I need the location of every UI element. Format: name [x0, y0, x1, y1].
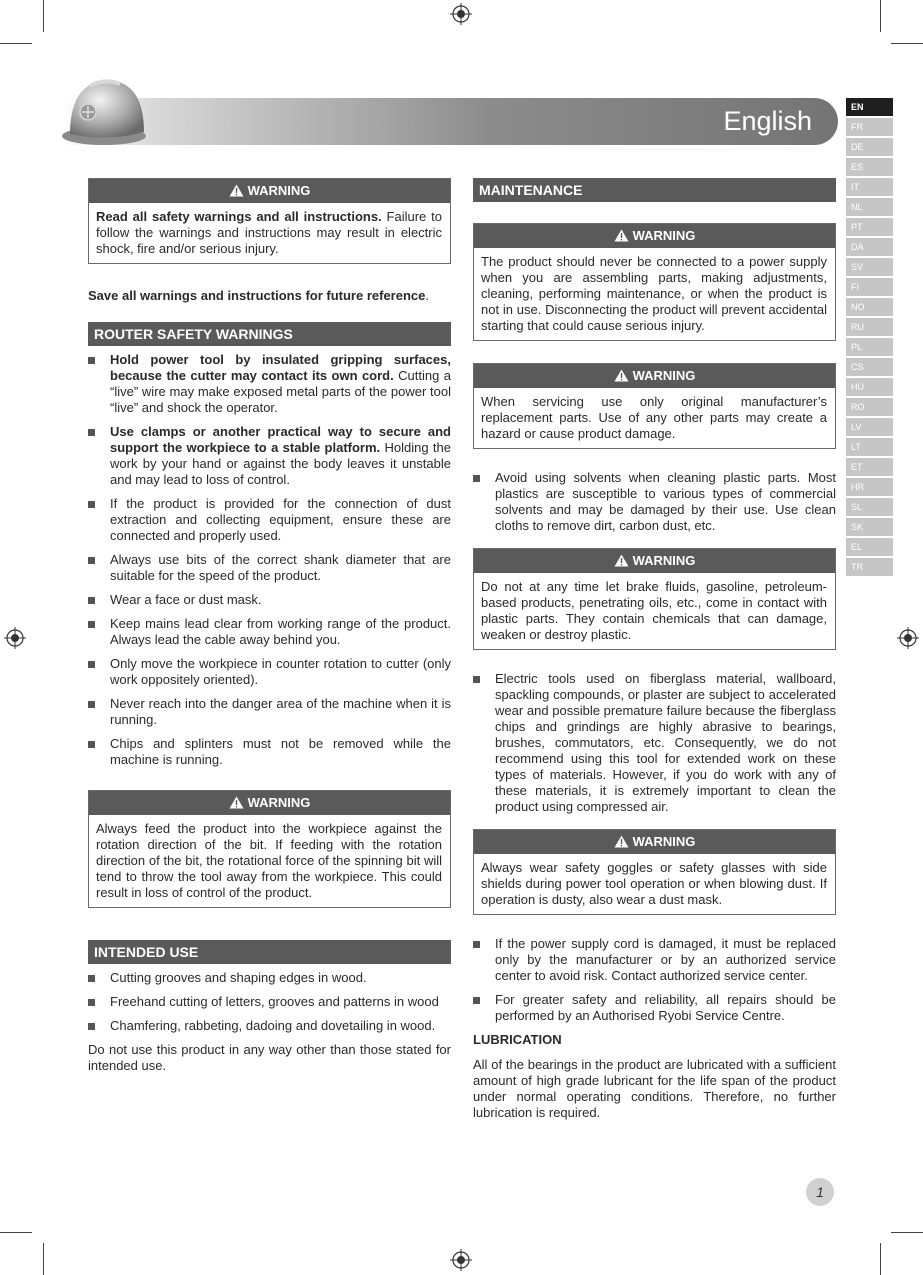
- bullet-icon: [88, 557, 95, 564]
- list-item-text: If the power supply cord is damaged, it must be replaced only by the manufacturer or by an authorized service center to avoid risk. Contact authorized service center.: [495, 936, 836, 983]
- bullet-icon: [88, 701, 95, 708]
- section-heading-router: ROUTER SAFETY WARNINGS: [88, 322, 451, 346]
- language-tab-no[interactable]: NO: [846, 298, 893, 316]
- list-item-text: Keep mains lead clear from working range of the product. Always lead the cable away behind you.: [110, 616, 451, 647]
- language-tab-fi[interactable]: FI: [846, 278, 893, 296]
- list-item: [473, 936, 836, 984]
- language-tab-ro[interactable]: RO: [846, 398, 893, 416]
- language-tab-sv[interactable]: SV: [846, 258, 893, 276]
- warning-header: [89, 791, 450, 815]
- list-item-text: Only move the workpiece in counter rotation to cutter (only work oppositely oriented).: [110, 656, 451, 687]
- list-item-text: Chamfering, rabbeting, dadoing and dovetailing in wood.: [110, 1018, 436, 1033]
- bullet-icon: [473, 676, 480, 683]
- warning-header: [474, 224, 835, 248]
- language-tab-es[interactable]: ES: [846, 158, 893, 176]
- save-note-period: .: [425, 288, 429, 303]
- router-warnings-list: [88, 352, 451, 768]
- bullet-icon: [88, 741, 95, 748]
- list-item-bold-text: Hold power tool by insulated gripping surfaces, because the cutter may contact its own cord.: [110, 352, 451, 383]
- list-item: [88, 352, 451, 416]
- language-tabs: [846, 98, 893, 578]
- left-column: [88, 178, 451, 1074]
- language-tab-cs[interactable]: CS: [846, 358, 893, 376]
- bullet-icon: [88, 357, 95, 364]
- crop-mark: [891, 1232, 923, 1233]
- list-item: [473, 671, 836, 815]
- list-item-text: Holding the work by your hand or against the body leaves it unstable and may lead to loss of control.: [110, 440, 451, 487]
- warning-triangle-icon: [614, 554, 629, 567]
- fiberglass-list: [473, 671, 836, 815]
- warning-triangle-icon: [229, 184, 244, 197]
- list-item-text: Electric tools used on fiberglass material, wallboard, spackling compounds, or plaster are subject to accelerated wear and possible premature failure because the fiberglass chips and grindings are highly abrasive to bearings, brushes, commutators, etc. Consequently, we do not recommend using this tool for extended work on these types of materials. However, if you do work with any of these materials, it is extremely important to clean the product using compressed air.: [495, 671, 836, 814]
- bullet-icon: [88, 661, 95, 668]
- page-number: 1: [806, 1178, 834, 1206]
- crop-mark: [43, 0, 44, 32]
- warning-label: WARNING: [632, 368, 696, 383]
- registration-mark-icon: [4, 627, 26, 649]
- warning-text: When servicing use only original manufacturer’s replacement parts. Use of any other parts may create a hazard or cause product damage.: [481, 394, 827, 441]
- list-item-bold-text: Use clamps or another practical way to secure and support the workpiece to a stable platform.: [110, 424, 451, 455]
- warning-box: [473, 363, 836, 449]
- list-item: [88, 736, 451, 768]
- warning-box: [88, 790, 451, 908]
- warning-text: Do not at any time let brake fluids, gasoline, petroleum-based products, penetrating oils, etc., come in contact with plastic parts. They contain chemicals that can damage, weaken or destroy plastic.: [481, 579, 827, 642]
- intended-use-list: [88, 970, 451, 1034]
- language-tab-hu[interactable]: HU: [846, 378, 893, 396]
- bullet-icon: [88, 621, 95, 628]
- warning-box: [88, 178, 451, 264]
- warning-label: WARNING: [247, 183, 311, 198]
- warning-header: [474, 830, 835, 854]
- warning-triangle-icon: [229, 796, 244, 809]
- crop-mark: [891, 43, 923, 44]
- language-tab-de[interactable]: DE: [846, 138, 893, 156]
- lubrication-heading: LUBRICATION: [473, 1032, 562, 1047]
- language-tab-en[interactable]: EN: [846, 98, 893, 116]
- page-title: English: [723, 106, 812, 136]
- warning-label: WARNING: [632, 834, 696, 849]
- list-item-text: For greater safety and reliability, all repairs should be performed by an Authorised Ryobi Service Centre.: [495, 992, 836, 1023]
- language-tab-sl[interactable]: SL: [846, 498, 893, 516]
- list-item-text: Freehand cutting of letters, grooves and patterns in wood: [110, 994, 439, 1009]
- list-item-text: Cutting a “live” wire may make exposed metal parts of the power tool “live” and shock the operator.: [110, 368, 451, 415]
- list-item-text: Chips and splinters must not be removed while the machine is running.: [110, 736, 451, 767]
- bullet-icon: [88, 429, 95, 436]
- language-tab-pt[interactable]: PT: [846, 218, 893, 236]
- warning-label: WARNING: [247, 795, 311, 810]
- warning-label: WARNING: [632, 228, 696, 243]
- warning-header: [89, 179, 450, 203]
- warning-body-text: Failure to follow the warnings and instructions may result in electric shock, fire and/or serious injury.: [96, 209, 442, 256]
- safety-helmet-icon: [60, 74, 152, 148]
- list-item: [88, 592, 451, 608]
- list-item-text: Cutting grooves and shaping edges in wood.: [110, 970, 367, 985]
- save-note-text: Save all warnings and instructions for future reference: [88, 288, 426, 303]
- warning-triangle-icon: [614, 369, 629, 382]
- right-column: [473, 178, 836, 1121]
- list-item: [88, 970, 451, 986]
- crop-mark: [880, 0, 881, 32]
- warning-label: WARNING: [632, 553, 696, 568]
- warning-box: [473, 829, 836, 915]
- section-heading-intended-use: INTENDED USE: [88, 940, 451, 964]
- warning-text: The product should never be connected to a power supply when you are assembling parts, making adjustments, cleaning, performing maintenance, or when the product is not in use. Disconnecting the product will prevent accidental starting that could cause serious injury.: [481, 254, 827, 333]
- section-heading-maintenance: MAINTENANCE: [473, 178, 836, 202]
- list-item: [473, 470, 836, 534]
- warning-text: Always wear safety goggles or safety glasses with side shields during power tool operation or when blowing dust. If operation is dusty, also wear a dust mask.: [481, 860, 827, 907]
- list-item-text: Always use bits of the correct shank diameter that are suitable for the speed of the product.: [110, 552, 451, 583]
- language-tab-et[interactable]: ET: [846, 458, 893, 476]
- warning-box: [473, 223, 836, 341]
- warning-box: [473, 548, 836, 650]
- bullet-icon: [88, 501, 95, 508]
- bullet-icon: [88, 975, 95, 982]
- service-list: [473, 936, 836, 1024]
- language-tab-fr[interactable]: FR: [846, 118, 893, 136]
- list-item-text: Avoid using solvents when cleaning plastic parts. Most plastics are susceptible to various types of commercial solvents and may be damaged by their use. Use clean cloths to remove dirt, carbon dust, etc.: [495, 470, 836, 533]
- language-tab-ru[interactable]: RU: [846, 318, 893, 336]
- warning-triangle-icon: [614, 835, 629, 848]
- language-tab-tr[interactable]: TR: [846, 558, 893, 576]
- list-item: [88, 616, 451, 648]
- registration-mark-icon: [450, 1249, 472, 1271]
- list-item: [88, 656, 451, 688]
- language-tab-el[interactable]: EL: [846, 538, 893, 556]
- crop-mark: [880, 1243, 881, 1275]
- language-tab-nl[interactable]: NL: [846, 198, 893, 216]
- list-item: [88, 424, 451, 488]
- language-tab-hr[interactable]: HR: [846, 478, 893, 496]
- language-tab-it[interactable]: IT: [846, 178, 893, 196]
- lubrication-text: All of the bearings in the product are lubricated with a sufficient amount of high grade lubricant for the life span of the product under normal operating conditions. Therefore, no further lubrication is required.: [473, 1057, 836, 1120]
- warning-header: [474, 549, 835, 573]
- warning-triangle-icon: [614, 229, 629, 242]
- warning-bold-text: Read all safety warnings and all instructions.: [96, 209, 382, 224]
- bullet-icon: [88, 597, 95, 604]
- language-tab-lt[interactable]: LT: [846, 438, 893, 456]
- crop-mark: [43, 1243, 44, 1275]
- list-item: [88, 552, 451, 584]
- bullet-icon: [473, 941, 480, 948]
- bullet-icon: [88, 999, 95, 1006]
- list-item: [88, 496, 451, 544]
- header-banner: [62, 98, 838, 145]
- registration-mark-icon: [450, 3, 472, 25]
- bullet-icon: [473, 997, 480, 1004]
- list-item: [473, 992, 836, 1024]
- registration-mark-icon: [897, 627, 919, 649]
- warning-text: [89, 203, 450, 263]
- language-tab-lv[interactable]: LV: [846, 418, 893, 436]
- warning-text: Always feed the product into the workpiece against the rotation direction of the bit. If feeding with the rotation direction of the bit, the rotational force of the spinning bit will tend to throw the tool away from the workpiece. This could result in loss of control of the product.: [96, 821, 442, 900]
- bullet-icon: [473, 475, 480, 482]
- language-tab-sk[interactable]: SK: [846, 518, 893, 536]
- list-item-text: Never reach into the danger area of the machine when it is running.: [110, 696, 451, 727]
- warning-header: [474, 364, 835, 388]
- crop-mark: [0, 43, 32, 44]
- crop-mark: [0, 1232, 32, 1233]
- solvents-list: [473, 470, 836, 534]
- list-item-text: Wear a face or dust mask.: [110, 592, 262, 607]
- language-tab-da[interactable]: DA: [846, 238, 893, 256]
- language-tab-pl[interactable]: PL: [846, 338, 893, 356]
- intended-use-note: Do not use this product in any way other than those stated for intended use.: [88, 1042, 451, 1073]
- bullet-icon: [88, 1023, 95, 1030]
- list-item-text: If the product is provided for the connection of dust extraction and collecting equipment, ensure these are connected and properly used.: [110, 496, 451, 543]
- list-item: [88, 1018, 451, 1034]
- list-item: [88, 696, 451, 728]
- list-item: [88, 994, 451, 1010]
- save-note: [88, 288, 451, 304]
